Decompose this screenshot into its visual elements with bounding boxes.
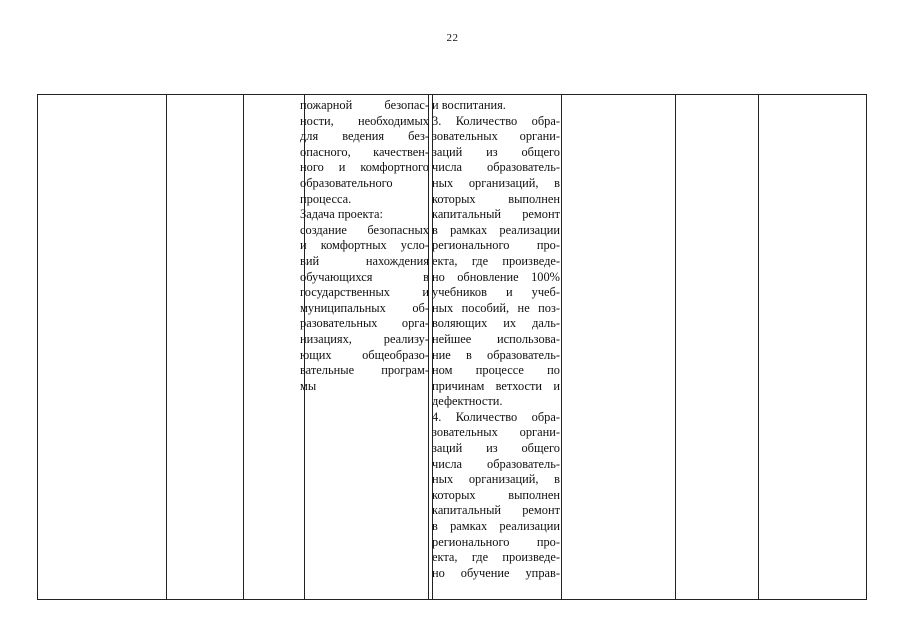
indicator-text-line: капитальный ремонт xyxy=(432,503,560,518)
indicator-text-line: но обучение управ- xyxy=(432,565,560,580)
goal-text-line: ного и комфортного xyxy=(300,160,429,175)
indicator-text-line: причинам ветхости и xyxy=(432,378,560,393)
indicator-text-line: регионального про- xyxy=(432,238,560,253)
indicator-text-line: но обновление 100% xyxy=(432,269,560,284)
column-divider xyxy=(166,95,167,599)
goal-text-line: образовательного xyxy=(300,175,393,190)
indicator-text-line: учебников и учеб- xyxy=(432,285,560,300)
indicator-text-line: ных пособий, не поз- xyxy=(432,300,560,315)
indicator-text-line: капитальный ремонт xyxy=(432,207,560,222)
indicator-text-line: екта, где произведе- xyxy=(432,253,560,268)
indicator-text-line: числа образователь- xyxy=(432,456,560,471)
goal-text-line: низациях, реализу- xyxy=(300,331,429,346)
indicator-text-line: 4. Количество обра- xyxy=(432,409,560,424)
indicator-text-line: ных организаций, в xyxy=(432,472,560,487)
indicator-text-line: числа образователь- xyxy=(432,160,560,175)
goal-text-line: обучающихся в xyxy=(300,269,429,284)
indicator-text-line: ние в образователь- xyxy=(432,347,560,362)
indicator-text-line: воляющих их даль- xyxy=(432,316,560,331)
goal-task-cell xyxy=(300,98,429,394)
goal-text-line: ности, необходимых xyxy=(300,113,429,128)
column-divider xyxy=(561,95,562,599)
goal-text-line: мы xyxy=(300,378,317,393)
indicator-text-line: которых выполнен xyxy=(432,487,560,502)
goal-text-line: и комфортных усло- xyxy=(300,238,429,253)
goal-text-line: разовательных орга- xyxy=(300,316,429,331)
goal-text-line: ющих общеобразо- xyxy=(300,347,429,362)
indicator-text-line: в рамках реализации xyxy=(432,222,560,237)
indicators-cell xyxy=(432,98,560,581)
indicator-text-line: дефектности. xyxy=(432,394,503,409)
column-divider xyxy=(758,95,759,599)
goal-text-line: вий нахождения xyxy=(300,253,429,268)
indicator-text-line: 3. Количество обра- xyxy=(432,113,560,128)
page-number: 22 xyxy=(446,32,459,44)
goal-text-line: вательные програм- xyxy=(300,363,429,378)
indicator-text-line: нейшее использова- xyxy=(432,331,560,346)
indicator-text-line: зовательных органи- xyxy=(432,425,560,440)
goal-text-line: процесса. xyxy=(300,191,352,206)
goal-text-line: государственных и xyxy=(300,285,429,300)
indicator-text-line: и воспитания. xyxy=(432,98,506,112)
column-divider xyxy=(243,95,244,599)
goal-text-line: опасного, качествен- xyxy=(300,144,429,159)
indicator-text-line: ном процессе по xyxy=(432,363,560,378)
goal-text-line: создание безопасных xyxy=(300,222,429,237)
goal-text-line: пожарной безопас- xyxy=(300,98,429,112)
indicator-text-line: которых выполнен xyxy=(432,191,560,206)
program-table xyxy=(37,94,867,600)
indicator-text-line: регионального про- xyxy=(432,534,560,549)
goal-text-line: муниципальных об- xyxy=(300,300,429,315)
column-divider xyxy=(675,95,676,599)
indicator-text-line: заций из общего xyxy=(432,144,560,159)
indicator-text-line: ных организаций, в xyxy=(432,175,560,190)
indicator-text-line: в рамках реализации xyxy=(432,519,560,534)
goal-text-line: Задача проекта: xyxy=(300,207,383,222)
indicator-text-line: заций из общего xyxy=(432,441,560,456)
indicator-text-line: зовательных органи- xyxy=(432,129,560,144)
goal-text-line: для ведения без- xyxy=(300,129,429,144)
indicator-text-line: екта, где произведе- xyxy=(432,550,560,565)
